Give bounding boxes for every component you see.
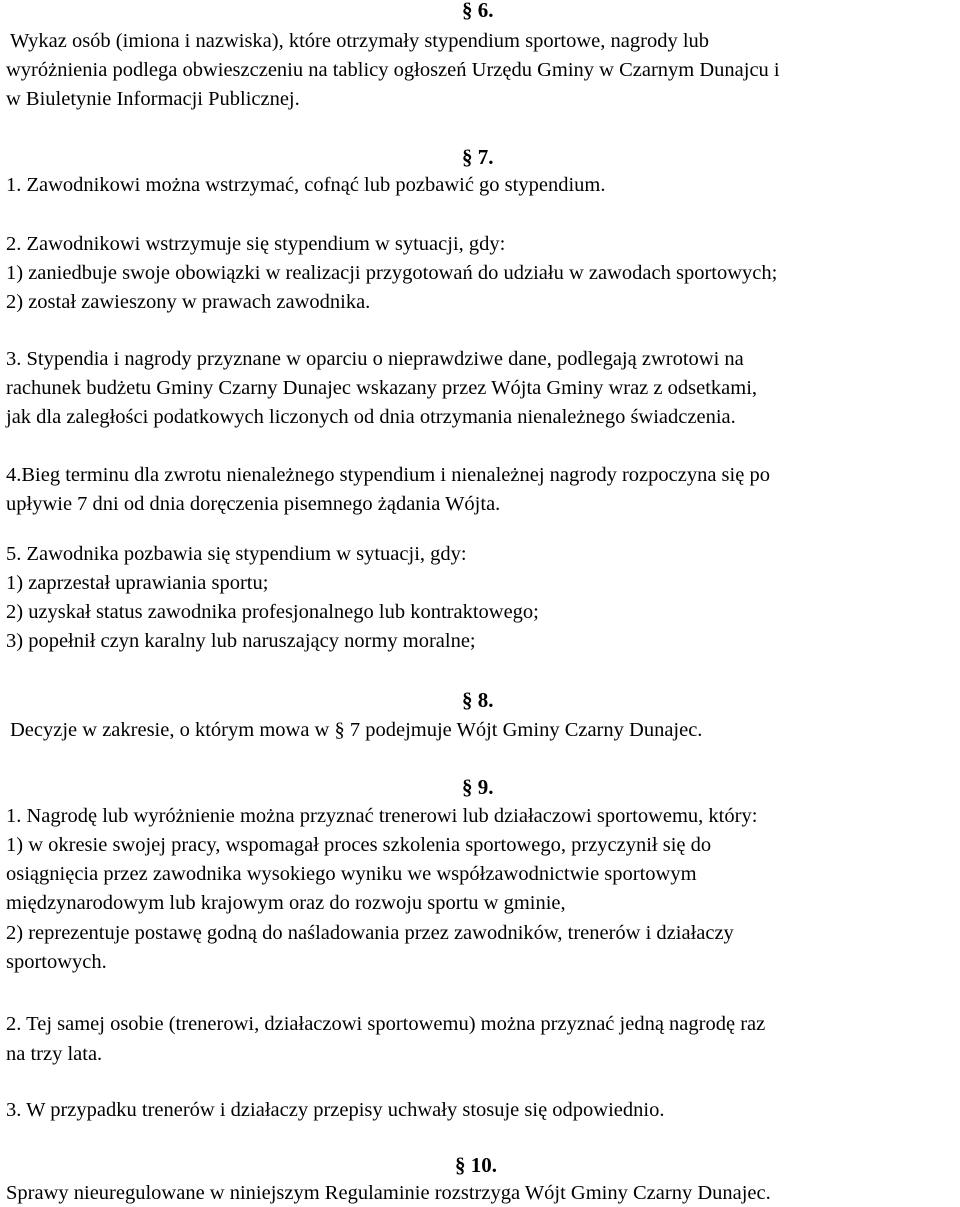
section-7-paragraph-2-line: 2. Zawodnikowi wstrzymuje się stypendium w sytuacji, gdy: [6, 233, 506, 255]
section-9-heading: § 9. [462, 775, 494, 799]
section-6-line: w Biuletynie Informacji Publicznej. [6, 88, 300, 110]
section-7-paragraph-5-line: 1) zaprzestał uprawiania sportu; [6, 572, 269, 594]
section-7-paragraph-4-line: upływie 7 dni od dnia doręczenia pisemnego żądania Wójta. [6, 493, 501, 515]
section-7-paragraph-5-line: 5. Zawodnika pozbawia się stypendium w sytuacji, gdy: [6, 543, 467, 565]
section-9-paragraph-2-line: na trzy lata. [6, 1043, 103, 1065]
section-7-paragraph-4-line: 4.Bieg terminu dla zwrotu nienależnego stypendium i nienależnej nagrody rozpoczyna się po [6, 464, 770, 486]
section-9-paragraph-1-line: międzynarodowym lub krajowym oraz do rozwoju sportu w gminie, [6, 892, 566, 914]
section-7-paragraph-2-line: 2) został zawieszony w prawach zawodnika. [6, 291, 371, 313]
section-7-paragraph-3-line: 3. Stypendia i nagrody przyznane w oparciu o nieprawdziwe dane, podlegają zwrotowi na [6, 348, 744, 370]
section-9-paragraph-1-line: 2) reprezentuje postawę godną do naśladowania przez zawodników, trenerów i działaczy [6, 922, 734, 944]
section-7-paragraph-1: 1. Zawodnikowi można wstrzymać, cofnąć lub pozbawić go stypendium. [6, 174, 606, 196]
section-6-line: Wykaz osób (imiona i nazwiska), które otrzymały stypendium sportowe, nagrody lub [10, 30, 710, 52]
section-7-paragraph-5-line: 2) uzyskał status zawodnika profesjonalnego lub kontraktowego; [6, 601, 539, 623]
section-9-paragraph-1-line: osiągnięcia przez zawodnika wysokiego wyniku we współzawodnictwie sportowym [6, 863, 697, 885]
section-7-paragraph-2-line: 1) zaniedbuje swoje obowiązki w realizacji przygotowań do udziału w zawodach sportowych; [6, 262, 778, 284]
section-7-heading: § 7. [462, 145, 494, 169]
section-9-paragraph-1-line: 1. Nagrodę lub wyróżnienie można przyznać trenerowi lub działaczowi sportowemu, który: [6, 805, 758, 827]
section-8-heading: § 8. [462, 688, 494, 712]
section-9-paragraph-1-line: sportowych. [6, 951, 107, 973]
section-10-text: Sprawy nieuregulowane w niniejszym Regulaminie rozstrzyga Wójt Gminy Czarny Dunajec. [6, 1182, 771, 1204]
section-7-paragraph-3-line: rachunek budżetu Gminy Czarny Dunajec wskazany przez Wójta Gminy wraz z odsetkami, [6, 377, 758, 399]
section-8-text: Decyzje w zakresie, o którym mowa w § 7 podejmuje Wójt Gminy Czarny Dunajec. [10, 719, 703, 741]
section-6-line: wyróżnienia podlega obwieszczeniu na tablicy ogłoszeń Urzędu Gminy w Czarnym Dunajcu i [6, 59, 780, 81]
section-9-paragraph-3: 3. W przypadku trenerów i działaczy przepisy uchwały stosuje się odpowiednio. [6, 1099, 665, 1121]
section-9-paragraph-1-line: 1) w okresie swojej pracy, wspomagał proces szkolenia sportowego, przyczynił się do [6, 834, 712, 856]
section-7-paragraph-3-line: jak dla zaległości podatkowych liczonych od dnia otrzymania nienależnego świadczenia. [6, 406, 736, 428]
section-6-heading: § 6. [462, 0, 494, 22]
section-10-heading: § 10. [455, 1153, 497, 1177]
section-7-paragraph-5-line: 3) popełnił czyn karalny lub naruszający normy moralne; [6, 630, 476, 652]
section-9-paragraph-2-line: 2. Tej samej osobie (trenerowi, działaczowi sportowemu) można przyznać jedną nagrodę raz [6, 1013, 766, 1035]
